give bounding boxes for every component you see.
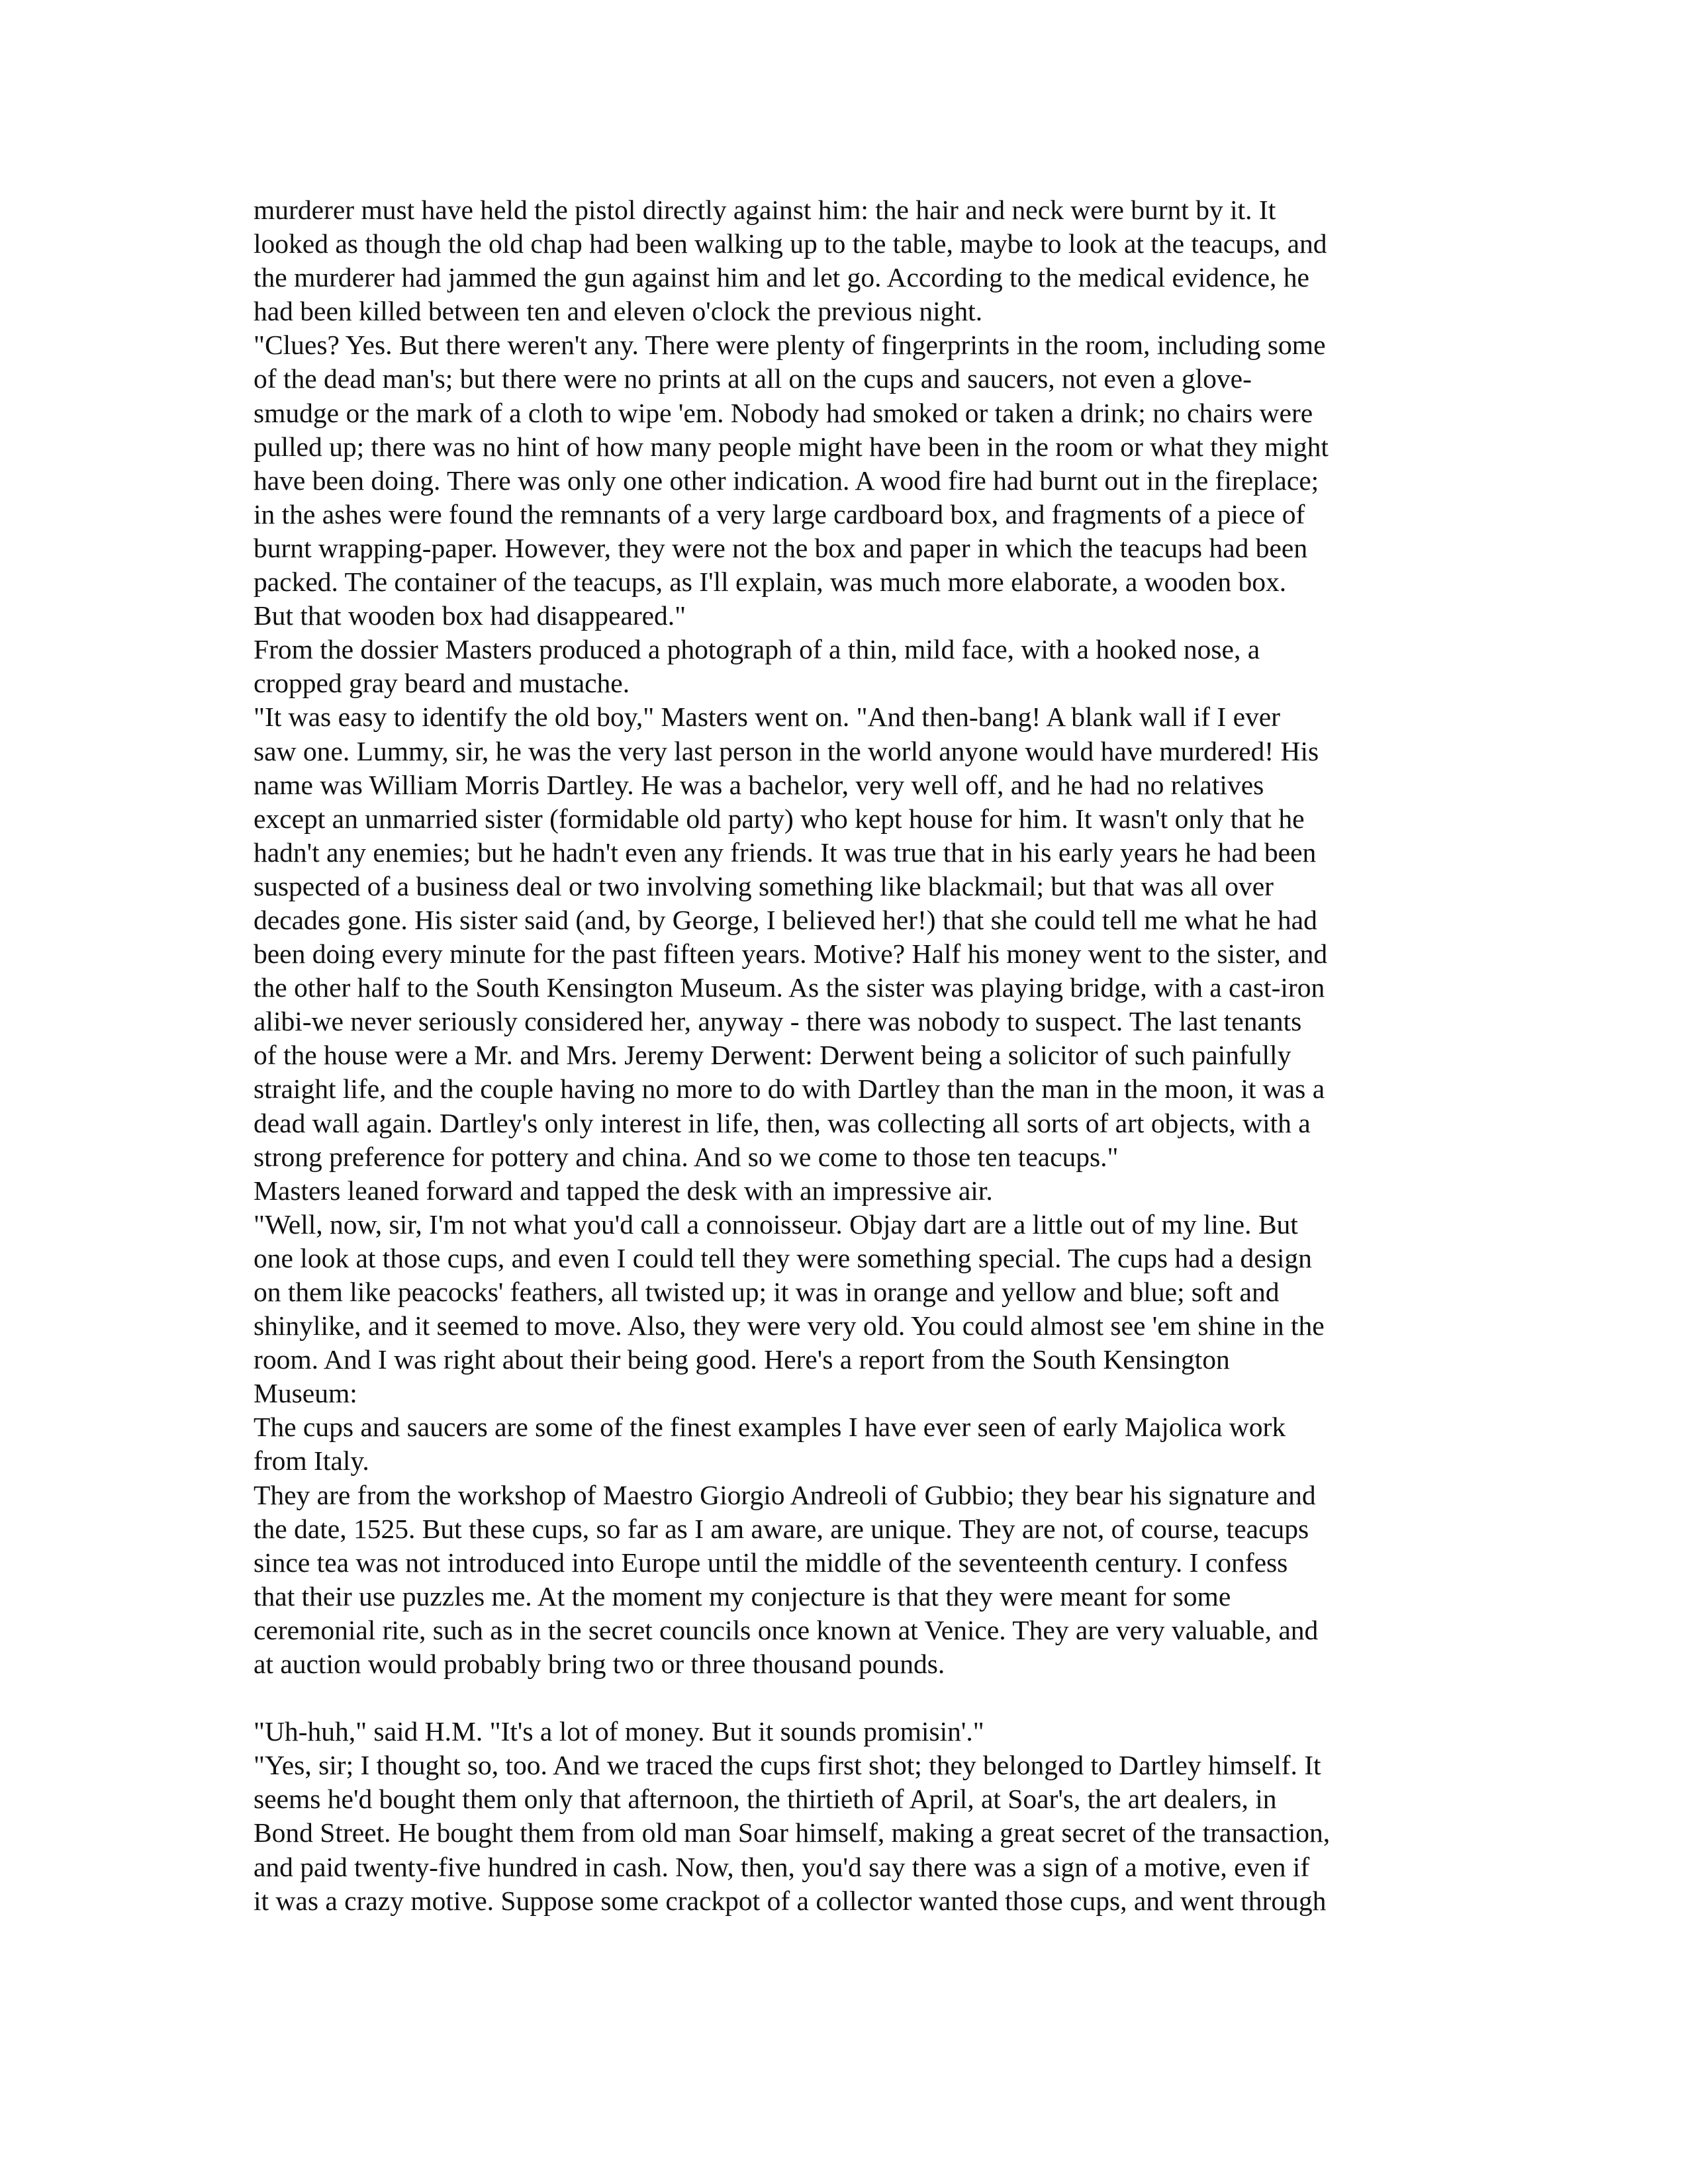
- paragraph-masters-leaned: Masters leaned forward and tapped the desk with an impressive air.: [254, 1175, 993, 1206]
- paragraph-dossier-photo: From the dossier Masters produced a photograph of a thin, mild face, with a hooked nose, a cropped gray beard and mustache.: [254, 634, 1260, 699]
- paragraph-murder-scene: murderer must have held the pistol directly against him: the hair and neck were burnt by it. It looked as though the old chap had been walking up to the table, maybe to look at the teacups, and the murderer had jammed the gun against him and let go. According to the medical evidence, he had been killed between ten and eleven o'clock the previous night.: [254, 195, 1327, 327]
- paragraph-dartley-identity: "It was easy to identify the old boy," Masters went on. "And then-bang! A blank wall if I ever saw one. Lummy, sir, he was the very last person in the world anyone would have murdered! His name was William Morris Dartley. He was a bachelor, very well off, and he had no relatives except an unmarried sister (formidable old party) who kept house for him. It wasn't only that he hadn't any enemies; but he hadn't even any friends. It was true that in his early years he had been suspected of a business deal or two involving something like blackmail; but that was all over decades gone. His sister said (and, by George, I believed her!) that she could tell me what he had been doing every minute for the past fifteen years. Motive? Half his money went to the sister, and the other half to the South Kensington Museum. As the sister was playing bridge, with a cast-iron alibi-we never seriously considered her, anyway - there was nobody to suspect. The last tenants of the house were a Mr. and Mrs. Jeremy Derwent: Derwent being a solicitor of such painfully straight life, and the couple having no more to do with Dartley than the man in the moon, it was a dead wall again. Dartley's only interest in life, then, was collecting all sorts of art objects, with a strong preference for pottery and china. And so we come to those ten teacups.": [254, 702, 1328, 1172]
- paragraph-spacer: [254, 1681, 1438, 1715]
- paragraph-clues: "Clues? Yes. But there weren't any. There were plenty of fingerprints in the room, including some of the dead man's; but there were no prints at all on the cups and saucers, not even a glove- smudge or the mark of a cloth to wipe 'em. Nobody had smoked or taken a drink; no chairs were pulled up; there was no hint of how many people might have been in the room or what they might have been doing. There was only one other indication. A wood fire had burnt out in the fireplace; in the ashes were found the remnants of a very large cardboard box, and fragments of a piece of burnt wrapping-paper. However, they were not the box and paper in which the teacups had been packed. The container of the teacups, as I'll explain, was much more elaborate, a wooden box. But that wooden box had disappeared.": [254, 330, 1329, 631]
- paragraph-cups-traced: "Yes, sir; I thought so, too. And we traced the cups first shot; they belonged to Dartley himself. It seems he'd bought them only that afternoon, the thirtieth of April, at Soar's, the art dealers, in Bond Street. He bought them from old man Soar himself, making a great secret of the transaction, and paid twenty-five hundred in cash. Now, then, you'd say there was a sign of a motive, even if it was a crazy motive. Suppose some crackpot of a collector wanted those cups, and went through: [254, 1750, 1331, 1916]
- paragraph-teacups-description: "Well, now, sir, I'm not what you'd call a connoisseur. Objay dart are a little out of my line. But one look at those cups, and even I could tell they were something special. The cups had a design on them like peacocks' feathers, all twisted up; it was in orange and yellow and blue; soft and shinylike, and it seemed to move. Also, they were very old. You could almost see 'em shine in the room. And I was right about their being good. Here's a report from the South Kensington Museum:: [254, 1208, 1325, 1409]
- document-page: [254, 193, 1438, 1918]
- paragraph-museum-report-intro: The cups and saucers are some of the finest examples I have ever seen of early Majolica work from Italy.: [254, 1412, 1286, 1477]
- paragraph-hm-reply: "Uh-huh," said H.M. "It's a lot of money. But it sounds promisin'.": [254, 1716, 984, 1747]
- paragraph-museum-report-body: They are from the workshop of Maestro Giorgio Andreoli of Gubbio; they bear his signature and the date, 1525. But these cups, so far as I am aware, are unique. They are not, of course, teacups since tea was not introduced into Europe until the middle of the seventeenth century. I confess that their use puzzles me. At the moment my conjecture is that they were meant for some ceremonial rite, such as in the secret councils once known at Venice. They are very valuable, and at auction would probably bring two or three thousand pounds.: [254, 1479, 1319, 1680]
